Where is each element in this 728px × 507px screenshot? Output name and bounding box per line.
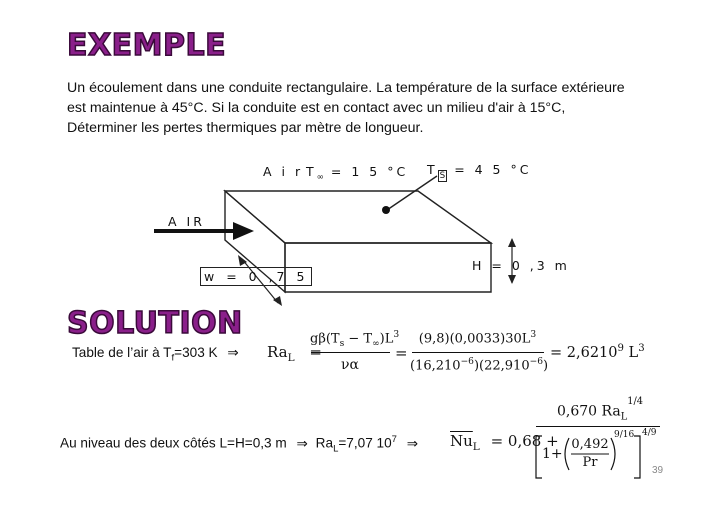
implies-arrow-2: ⇒ bbox=[296, 435, 308, 451]
nu-num-sub: L bbox=[620, 411, 628, 423]
height-label: H = 0 ,3 m bbox=[472, 258, 570, 273]
problem-line-1: Un écoulement dans une conduite rectangulaire. La température de la surface extérieure bbox=[67, 80, 625, 96]
frac2-num: (9,8)(0,0033)30L bbox=[418, 331, 531, 347]
problem-line-2: est maintenue à 45°C. Si la conduite est en contact avec un milieu d'air à 15°C, bbox=[67, 100, 566, 116]
nu-num-exp: 1/4 bbox=[627, 396, 644, 407]
exemple-title: EXEMPLE bbox=[67, 28, 227, 63]
t-inf-sub: ∞ bbox=[316, 172, 324, 183]
implies-arrow-1: ⇒ bbox=[227, 345, 239, 360]
solution-title: SOLUTION bbox=[67, 306, 243, 341]
eq-sign-2: = bbox=[395, 344, 408, 362]
frac1-num-end: )L bbox=[379, 331, 394, 347]
ra-result-l: L bbox=[623, 344, 639, 361]
sides-text: Au niveau des deux côtés L=H=0,3 m bbox=[60, 435, 287, 451]
frac1-num-s: s bbox=[339, 338, 345, 349]
frac1-num-mid: − T bbox=[344, 331, 373, 347]
sides-ra: Ra bbox=[315, 435, 334, 451]
nu-sub: L bbox=[472, 441, 480, 453]
frac2-den-mid: )(22,910 bbox=[473, 358, 530, 374]
frac1-num-exp: 3 bbox=[393, 330, 400, 340]
nu-eq: = 0,68 + bbox=[490, 432, 559, 450]
ra-sub: L bbox=[287, 352, 295, 364]
ra-result-value: = 2,6210 bbox=[550, 344, 618, 361]
air-label: A i r bbox=[263, 164, 304, 179]
page-number: 39 bbox=[652, 465, 664, 476]
sides-ra-exp: 7 bbox=[391, 434, 397, 445]
table-air-text: Table de l’air à T bbox=[72, 345, 172, 360]
fraction-1-denominator: να bbox=[341, 357, 359, 373]
implies-arrow-3: ⇒ bbox=[406, 435, 419, 451]
table-air-sub: f bbox=[171, 352, 175, 364]
nu-num-text: 0,670 Ra bbox=[556, 403, 621, 420]
frac2-den-exp1: −6 bbox=[460, 357, 474, 367]
ts-symbol: T bbox=[427, 162, 438, 177]
frac2-den-exp2: −6 bbox=[529, 357, 544, 367]
one-plus: 1+ bbox=[542, 446, 563, 462]
ts-sub: S bbox=[439, 170, 446, 181]
ra-symbol: Ra bbox=[267, 343, 288, 361]
ra-result-exp: 9 bbox=[617, 343, 624, 354]
problem-line-3: Déterminer les pertes thermiques par mètre de longueur. bbox=[67, 120, 424, 136]
ra-eq: = bbox=[309, 343, 322, 361]
nu-symbol: $\overline{Nu}$ bbox=[450, 432, 473, 450]
inner-denominator: Pr bbox=[582, 455, 598, 470]
frac2-num-exp: 3 bbox=[530, 330, 537, 340]
table-air-value: =303 K bbox=[174, 345, 218, 360]
frac2-den-a: (16,210 bbox=[410, 358, 461, 374]
inner-numerator: 0,492 bbox=[571, 437, 609, 452]
t-inf-value: = 1 5 °C bbox=[330, 164, 409, 179]
sides-ra-sub: L bbox=[333, 443, 339, 455]
frac2-den-end: ) bbox=[543, 358, 549, 374]
inner-exp: 9/16 bbox=[614, 430, 635, 440]
ra-result-l-exp: 3 bbox=[638, 343, 645, 354]
sides-ra-value: =7,07 10 bbox=[338, 435, 392, 451]
ts-value: = 4 5 °C bbox=[454, 162, 532, 177]
outer-exp: 4/9 bbox=[642, 428, 657, 438]
t-inf-symbol: T bbox=[306, 164, 317, 179]
width-label: w = 0 ,7 5 bbox=[200, 267, 312, 286]
frac1-num-inf: ∞ bbox=[372, 338, 380, 349]
frac1-num-a: gβ(T bbox=[310, 331, 340, 347]
air-arrow-label: A IR bbox=[168, 214, 205, 229]
